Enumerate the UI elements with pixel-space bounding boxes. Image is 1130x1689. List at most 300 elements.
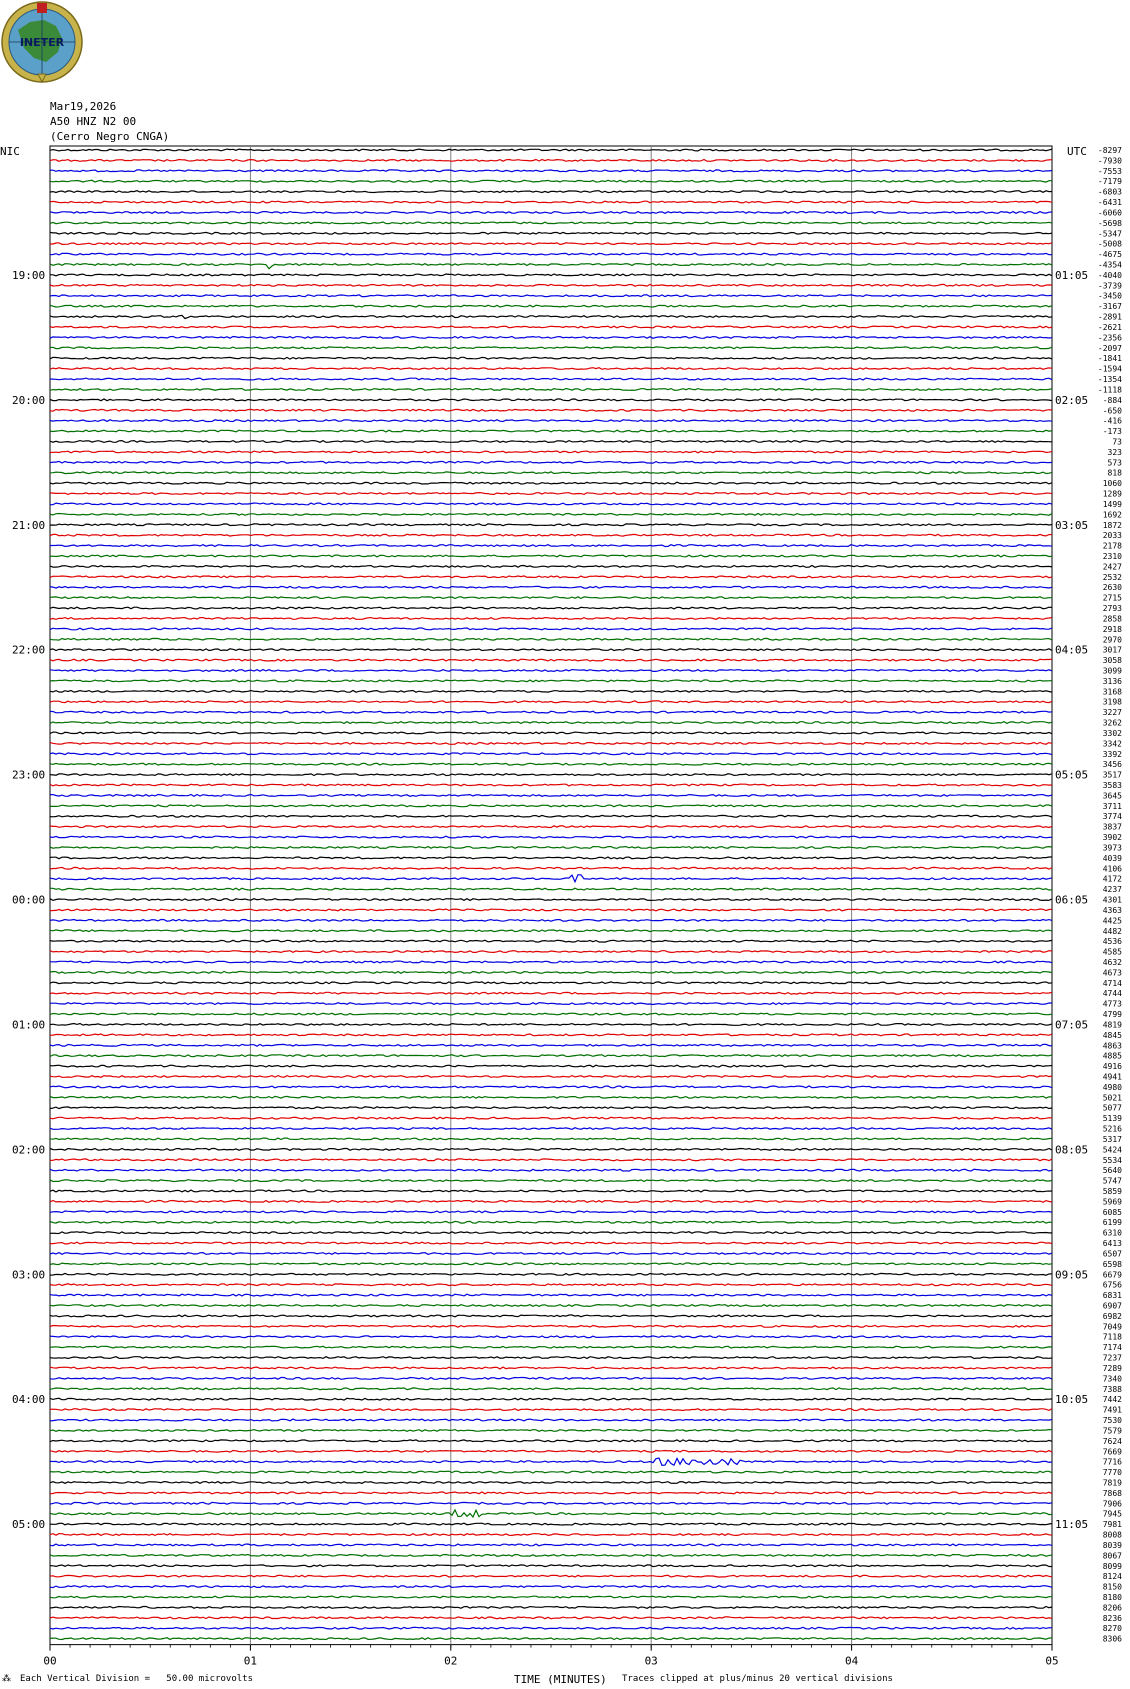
seismic-trace [50,992,1052,994]
trace-offset-label: 7579 [1102,1426,1122,1436]
left-hour-label: 01:00 [12,1018,46,1032]
seismic-trace [50,357,1052,359]
seismic-trace [50,763,1052,765]
seismic-trace [50,722,1052,724]
seismic-trace [50,1211,1052,1213]
seismic-trace [50,680,1052,682]
trace-offset-label: -7179 [1097,177,1122,187]
trace-offset-label: 4885 [1102,1051,1122,1061]
seismic-trace [50,1440,1052,1442]
trace-offset-label: 7819 [1102,1478,1122,1488]
trace-offset-label: 8124 [1102,1572,1122,1582]
seismic-trace [50,597,1052,599]
seismic-trace [50,701,1052,703]
trace-offset-label: 7624 [1102,1436,1122,1446]
seismic-trace [50,389,1052,391]
trace-offset-label: 4714 [1102,978,1122,988]
seismic-trace [50,284,1052,286]
seismic-trace [50,1003,1052,1005]
trace-offset-label: -3167 [1097,302,1122,312]
trace-offset-label: 8150 [1102,1582,1122,1592]
trace-offset-label: 8180 [1102,1592,1122,1602]
seismic-trace [50,222,1052,224]
right-hour-label: 02:05 [1055,393,1089,407]
seismic-trace [50,867,1052,869]
seismic-trace [50,1586,1052,1588]
seismic-trace [50,420,1052,422]
seismic-trace [50,909,1052,911]
seismic-trace [50,1034,1052,1036]
trace-offset-label: 4585 [1102,947,1122,957]
trace-offset-label: 2715 [1102,593,1122,603]
seismic-trace [50,1086,1052,1088]
left-hour-label: 22:00 [12,643,46,657]
trace-offset-label: 7906 [1102,1499,1122,1509]
trace-offset-label: 5747 [1102,1176,1122,1186]
trace-offset-label: -7553 [1097,166,1122,176]
trace-offset-label: 5021 [1102,1093,1122,1103]
trace-offset-label: 4773 [1102,999,1122,1009]
seismic-trace [50,1492,1052,1494]
seismic-trace [50,503,1052,505]
seismic-trace [50,826,1052,828]
seismic-trace [50,555,1052,557]
seismic-trace [50,670,1052,672]
trace-offset-label: 2310 [1102,551,1122,561]
trace-offset-label: 4363 [1102,905,1122,915]
trace-offset-label: 3902 [1102,833,1122,843]
seismic-trace [50,409,1052,411]
trace-offset-label: 4237 [1102,885,1122,895]
trace-offset-label: 3198 [1102,697,1122,707]
trace-offset-label: 4106 [1102,864,1122,874]
seismic-trace [50,1065,1052,1067]
trace-offset-label: 3973 [1102,843,1122,853]
trace-offset-label: -650 [1102,406,1122,416]
trace-offset-label: 1872 [1102,520,1122,530]
seismic-trace [50,836,1052,838]
trace-offset-label: 3583 [1102,781,1122,791]
seismic-trace [50,1253,1052,1255]
seismic-trace [50,920,1052,922]
seismic-trace [50,1450,1052,1452]
seismic-trace [50,1107,1052,1109]
seismic-trace [50,315,1052,318]
trace-offset-label: 4819 [1102,1020,1122,1030]
left-timezone-label: NIC [0,145,20,158]
seismic-trace [50,1138,1052,1140]
trace-offset-label: 3262 [1102,718,1122,728]
seismic-trace [50,1325,1052,1327]
trace-offset-label: 1692 [1102,510,1122,520]
seismic-trace [50,295,1052,297]
seismic-trace [50,1263,1052,1265]
logo-text: INETER [19,36,65,49]
seismic-trace [50,191,1052,193]
seismic-trace [50,586,1052,588]
seismic-trace [50,753,1052,755]
trace-offset-label: 6679 [1102,1270,1122,1280]
seismic-trace [50,524,1052,526]
station-label: (Cerro Negro CNGA) [50,130,170,143]
left-hour-label: 05:00 [12,1518,46,1532]
trace-offset-label: 6310 [1102,1228,1122,1238]
trace-offset-label: -1354 [1097,375,1122,385]
trace-offset-label: 7174 [1102,1343,1122,1353]
seismic-trace [50,940,1052,942]
trace-offset-label: 3837 [1102,822,1122,832]
seismic-trace [50,1221,1052,1223]
trace-offset-label: 5077 [1102,1103,1122,1113]
seismic-trace [50,805,1052,807]
seismic-trace [50,659,1052,661]
trace-offset-label: -5698 [1097,218,1122,228]
trace-offset-label: -6431 [1097,198,1122,208]
right-hour-label: 09:05 [1055,1268,1089,1282]
seismic-trace [50,514,1052,516]
seismic-trace [50,795,1052,797]
trace-offset-label: 3645 [1102,791,1122,801]
trace-offset-label: 4941 [1102,1072,1122,1082]
seismic-trace [50,1149,1052,1151]
trace-offset-label: 3456 [1102,760,1122,770]
seismic-trace [50,638,1052,640]
trace-offset-label: -2356 [1097,333,1122,343]
trace-offset-label: 2858 [1102,614,1122,624]
trace-offset-label: 7118 [1102,1332,1122,1342]
seismic-trace [50,1076,1052,1078]
trace-offset-label: 7770 [1102,1468,1122,1478]
seismic-trace [50,1273,1052,1275]
trace-offset-label: 4863 [1102,1041,1122,1051]
trace-offset-label: -8297 [1097,146,1122,155]
trace-offset-label: 3227 [1102,708,1122,718]
seismic-trace [50,545,1052,547]
seismic-trace [50,1096,1052,1098]
channel-label: A50 HNZ N2 00 [50,115,137,128]
seismic-trace [50,1044,1052,1046]
seismic-trace [50,1284,1052,1286]
seismic-trace [50,1388,1052,1390]
trace-offset-label: 5216 [1102,1124,1122,1134]
trace-offset-label: 5969 [1102,1197,1122,1207]
seismic-trace [50,857,1052,859]
x-tick-label: 04 [844,1654,859,1668]
seismic-trace [50,534,1052,536]
trace-offset-label: 4632 [1102,957,1122,967]
right-hour-label: 01:05 [1055,268,1089,282]
seismic-trace [50,774,1052,776]
trace-offset-label: 2630 [1102,583,1122,593]
x-tick-label: 00 [43,1654,57,1668]
left-hour-label: 02:00 [12,1143,46,1157]
seismic-trace [50,1128,1052,1130]
trace-offset-label: 4172 [1102,874,1122,884]
right-hour-label: 06:05 [1055,893,1089,907]
trace-offset-label: 3058 [1102,656,1122,666]
trace-offset-label: 4799 [1102,1010,1122,1020]
trace-offset-label: 2793 [1102,604,1122,614]
trace-offset-label: 4744 [1102,989,1122,999]
seismic-trace [50,649,1052,651]
trace-offset-label: 5534 [1102,1155,1122,1165]
trace-offset-label: 6598 [1102,1259,1122,1269]
scale-note: Each Vertical Division = 50.00 microvolts [20,1674,253,1684]
seismic-trace [50,1544,1052,1546]
x-tick-label: 02 [444,1654,458,1668]
trace-offset-label: 7669 [1102,1447,1122,1457]
seismic-trace [50,441,1052,443]
trace-offset-label: -2891 [1097,312,1122,322]
right-hour-label: 07:05 [1055,1018,1089,1032]
seismic-trace [50,232,1052,234]
seismic-trace [50,815,1052,817]
trace-offset-label: -5347 [1097,229,1122,239]
seismic-trace [50,180,1052,182]
seismic-trace [50,1419,1052,1421]
seismic-trace [50,274,1052,276]
trace-offset-label: 2532 [1102,572,1122,582]
trace-offset-label: 73 [1112,437,1122,447]
seismic-trace [50,368,1052,370]
left-hour-label: 23:00 [12,768,46,782]
trace-offset-label: 7340 [1102,1374,1122,1384]
trace-offset-label: 2427 [1102,562,1122,572]
seismic-trace [50,1502,1052,1504]
trace-offset-label: 6831 [1102,1291,1122,1301]
seismic-trace [50,1232,1052,1234]
seismic-trace [50,1607,1052,1609]
seismic-trace [50,1055,1052,1057]
seismic-trace [50,451,1052,453]
trace-offset-label: 8306 [1102,1634,1122,1644]
trace-offset-label: -3450 [1097,291,1122,301]
seismic-trace [50,1482,1052,1484]
seismic-trace [50,264,1052,269]
seismic-trace [50,732,1052,734]
seismic-trace [50,1575,1052,1577]
trace-offset-label: 5139 [1102,1114,1122,1124]
seismic-trace [50,430,1052,432]
trace-offset-label: 2178 [1102,541,1122,551]
trace-offset-label: -7930 [1097,156,1122,166]
clip-note: Traces clipped at plus/minus 20 vertical divisions [622,1674,893,1684]
trace-offset-label: -4040 [1097,270,1122,280]
seismic-trace [50,576,1052,578]
trace-offset-label: 3302 [1102,728,1122,738]
seismic-trace [50,784,1052,786]
trace-offset-label: 8236 [1102,1613,1122,1623]
seismic-trace [50,951,1052,953]
x-axis-title: TIME (MINUTES) [514,1673,607,1686]
seismic-trace [50,326,1052,328]
seismic-trace [50,1565,1052,1567]
seismic-trace [50,961,1052,963]
trace-offset-label: 5859 [1102,1187,1122,1196]
trace-offset-label: 4425 [1102,916,1122,926]
trace-offset-label: -1594 [1097,364,1122,374]
left-hour-label: 00:00 [12,893,46,907]
trace-offset-label: 3711 [1102,801,1122,811]
trace-offset-label: -416 [1102,416,1122,426]
left-hour-label: 03:00 [12,1268,46,1282]
trace-offset-label: 1499 [1102,499,1122,509]
seismic-trace [50,888,1052,890]
seismic-trace [50,1336,1052,1338]
seismic-trace [50,875,1052,882]
trace-offset-label: 3517 [1102,770,1122,780]
seismic-trace [50,1471,1052,1473]
trace-offset-label: 7716 [1102,1457,1122,1467]
seismic-trace [50,1409,1052,1411]
seismic-trace [50,930,1052,932]
trace-offset-label: 6907 [1102,1301,1122,1311]
seismic-trace [50,1117,1052,1119]
seismic-trace [50,1534,1052,1536]
trace-offset-label: 1060 [1102,479,1122,489]
seismic-trace [50,1346,1052,1348]
seismic-trace [50,461,1052,463]
trace-offset-label: 8206 [1102,1603,1122,1613]
trace-offset-label: -173 [1102,427,1122,437]
trace-offset-label: 7981 [1102,1520,1122,1530]
trace-offset-label: 6982 [1102,1311,1122,1321]
trace-offset-label: 7491 [1102,1405,1122,1415]
trace-offset-label: 5317 [1102,1134,1122,1144]
trace-offset-label: -1118 [1097,385,1122,395]
trace-offset-label: 6199 [1102,1218,1122,1228]
trace-offset-label: 3099 [1102,666,1122,676]
trace-offset-label: 7388 [1102,1384,1122,1394]
trace-offset-label: 4845 [1102,1030,1122,1040]
trace-offset-label: -4675 [1097,250,1122,260]
seismic-trace [50,1159,1052,1161]
seismic-trace [50,1169,1052,1171]
x-tick-label: 01 [243,1654,258,1668]
trace-offset-label: 8067 [1102,1551,1122,1561]
seismic-trace [50,1315,1052,1317]
trace-offset-label: 4039 [1102,853,1122,863]
trace-offset-label: 6756 [1102,1280,1122,1290]
seismic-trace [50,1617,1052,1619]
trace-offset-label: 4536 [1102,937,1122,947]
trace-offset-label: 3392 [1102,749,1122,759]
trace-offset-label: 7442 [1102,1395,1122,1405]
seismic-trace [50,1242,1052,1244]
trace-offset-label: -6060 [1097,208,1122,218]
seismic-trace [50,1555,1052,1557]
trace-offset-label: -884 [1102,395,1122,405]
trace-offset-label: 3774 [1102,812,1122,822]
trace-offset-label: 2918 [1102,624,1122,634]
trace-offset-label: -1841 [1097,354,1122,364]
seismic-trace [50,1201,1052,1203]
left-hour-label: 04:00 [12,1393,46,1407]
trace-offset-label: 8099 [1102,1561,1122,1571]
trace-offset-label: -2621 [1097,322,1122,332]
trace-offset-label: 1289 [1102,489,1122,499]
trace-offset-label: 7530 [1102,1416,1122,1426]
trace-offset-label: 3168 [1102,687,1122,697]
right-hour-label: 03:05 [1055,518,1089,532]
left-hour-label: 20:00 [12,393,46,407]
seismic-trace [50,212,1052,214]
trace-offset-label: 4673 [1102,968,1122,978]
trace-offset-label: 6507 [1102,1249,1122,1259]
seismic-trace [50,1510,1052,1517]
right-hour-label: 05:05 [1055,768,1089,782]
trace-offset-label: 6413 [1102,1239,1122,1249]
seismic-trace [50,1180,1052,1182]
seismic-trace [50,1367,1052,1369]
trace-offset-label: 7289 [1102,1363,1122,1373]
trace-offset-label: -6803 [1097,187,1122,197]
trace-offset-label: 323 [1107,447,1122,457]
seismic-trace [50,628,1052,630]
seismic-trace [50,1458,1052,1465]
trace-offset-label: 7868 [1102,1488,1122,1498]
x-tick-label: 03 [644,1654,658,1668]
trace-offset-label: -5008 [1097,239,1122,249]
date-label: Mar19,2026 [50,100,117,113]
seismic-trace [50,482,1052,484]
seismic-trace [50,607,1052,609]
seismic-trace [50,170,1052,172]
trace-offset-label: 818 [1107,468,1122,478]
trace-offset-label: 4916 [1102,1062,1122,1072]
seismic-trace [50,243,1052,245]
trace-offset-label: 8270 [1102,1624,1122,1634]
seismic-trace [50,1398,1052,1400]
seismic-trace [50,493,1052,495]
trace-offset-label: 3342 [1102,739,1122,749]
trace-offset-label: -4354 [1097,260,1122,270]
trace-offset-label: -3739 [1097,281,1122,291]
trace-offset-label: 7237 [1102,1353,1122,1363]
seismic-trace [50,1013,1052,1015]
seismic-trace [50,1357,1052,1359]
seismic-trace [50,899,1052,901]
right-hour-label: 04:05 [1055,643,1089,657]
trace-offset-label: 7049 [1102,1322,1122,1332]
seismic-trace [50,472,1052,474]
left-hour-label: 19:00 [12,268,46,282]
seismic-trace [50,1523,1052,1525]
seismic-trace [50,847,1052,849]
trace-offset-label: 4301 [1102,895,1122,905]
seismic-trace [50,201,1052,203]
seismic-trace [50,1638,1052,1640]
seismic-trace [50,149,1052,151]
seismic-trace [50,982,1052,984]
trace-offset-label: 4980 [1102,1082,1122,1092]
seismic-trace [50,690,1052,692]
right-timezone-label: UTC [1067,145,1087,158]
seismic-trace [50,305,1052,307]
trace-offset-label: 8008 [1102,1530,1122,1540]
seismic-trace [50,1305,1052,1307]
seismic-trace [50,1430,1052,1432]
right-hour-label: 08:05 [1055,1143,1089,1157]
trace-offset-label: 573 [1107,458,1122,468]
trace-offset-label: 4482 [1102,926,1122,936]
seismic-trace [50,1378,1052,1380]
seismic-trace [50,253,1052,255]
seismic-trace [50,160,1052,162]
trace-offset-label: 8039 [1102,1540,1122,1550]
seismic-trace [50,1294,1052,1296]
seismic-trace [50,743,1052,745]
